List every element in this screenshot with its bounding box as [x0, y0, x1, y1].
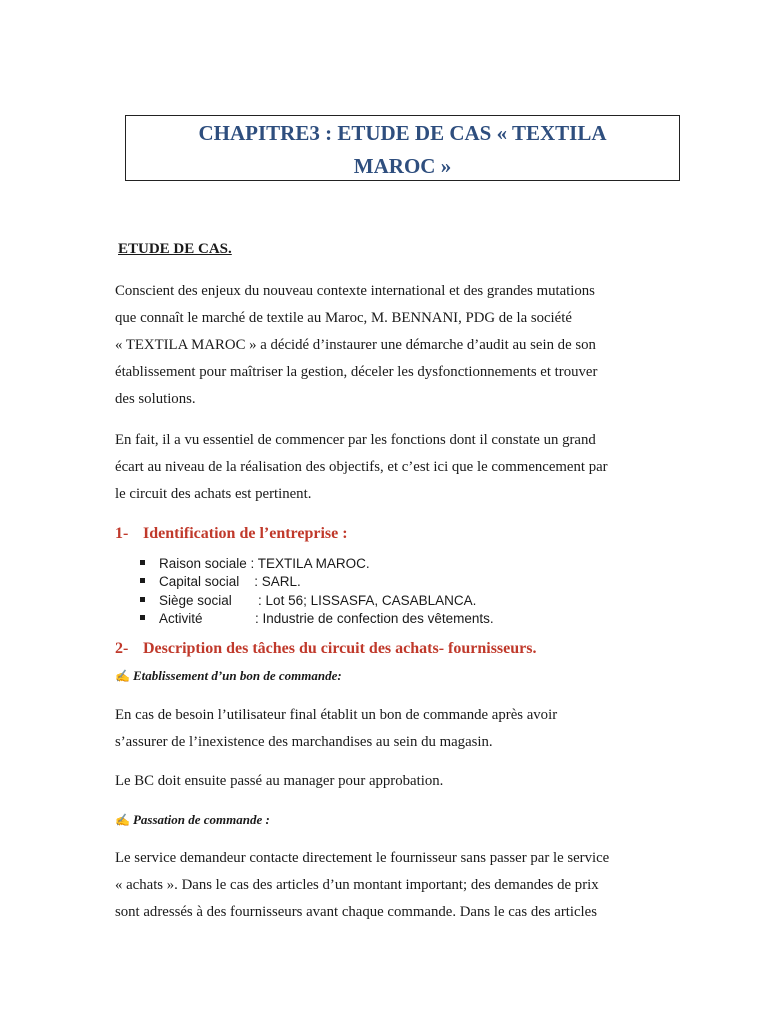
- list-item: Raison sociale : TEXTILA MAROC.: [140, 555, 494, 573]
- bullet-square-icon: [140, 597, 145, 602]
- heading-text: Description des tâches du circuit des achats- fournisseurs.: [143, 640, 537, 657]
- heading-text: Identification de l’entreprise :: [143, 525, 348, 542]
- paragraph-bon-de-commande: [115, 702, 676, 756]
- chapter-title-line-1: CHAPITRE3 : ETUDE DE CAS « TEXTILA: [198, 121, 607, 145]
- heading-identification: [115, 525, 348, 543]
- writing-hand-icon: ✍: [115, 813, 130, 827]
- bullet-square-icon: [140, 578, 145, 583]
- paragraph-line: que connaît le marché de textile au Maroc, M. BENNANI, PDG de la société: [115, 310, 572, 326]
- paragraph-intro: [115, 278, 676, 413]
- paragraph-line: sont adressés à des fournisseurs avant chaque commande. Dans le cas des articles: [115, 904, 597, 920]
- paragraph-line: le circuit des achats est pertinent.: [115, 486, 312, 502]
- subheading-text: Etablissement d’un bon de commande:: [132, 668, 342, 683]
- subheading-bon-de-commande: [115, 668, 342, 684]
- subheading-passation: [115, 812, 270, 828]
- list-item: Activité : Industrie de confection des vêtements.: [140, 610, 494, 628]
- paragraph-approbation: [115, 768, 676, 795]
- section-heading-text: ETUDE DE CAS.: [118, 241, 232, 257]
- list-item: Siège social : Lot 56; LISSASFA, CASABLANCA.: [140, 592, 494, 610]
- bullet-square-icon: [140, 560, 145, 565]
- paragraph-line: « TEXTILA MAROC » a décidé d’instaurer une démarche d’audit au sein de son: [115, 337, 596, 353]
- company-info-list: [140, 555, 494, 629]
- writing-hand-icon: ✍: [115, 669, 130, 683]
- chapter-title-box: [125, 115, 680, 181]
- paragraph-line: Conscient des enjeux du nouveau contexte international et des grandes mutations: [115, 283, 595, 299]
- heading-description: [115, 640, 536, 658]
- heading-number: 2-: [115, 640, 129, 657]
- paragraph-context: [115, 427, 676, 508]
- list-item: Capital social : SARL.: [140, 573, 494, 591]
- paragraph-passation: [115, 845, 676, 926]
- bullet-square-icon: [140, 615, 145, 620]
- paragraph-line: établissement pour maîtriser la gestion, déceler les dysfonctionnements et trouver: [115, 364, 598, 380]
- paragraph-line: En fait, il a vu essentiel de commencer par les fonctions dont il constate un grand: [115, 432, 596, 448]
- paragraph-line: « achats ». Dans le cas des articles d’un montant important; des demandes de prix: [115, 877, 599, 893]
- paragraph-line: Le BC doit ensuite passé au manager pour approbation.: [115, 773, 444, 789]
- section-heading: [115, 241, 232, 258]
- paragraph-line: des solutions.: [115, 391, 196, 407]
- paragraph-line: En cas de besoin l’utilisateur final établit un bon de commande après avoir: [115, 707, 558, 723]
- subheading-text: Passation de commande :: [132, 812, 270, 827]
- paragraph-line: écart au niveau de la réalisation des objectifs, et c’est ici que le commencement par: [115, 459, 608, 475]
- paragraph-line: s’assurer de l’inexistence des marchandises au sein du magasin.: [115, 734, 493, 750]
- chapter-title-line-2: MAROC »: [353, 154, 452, 178]
- heading-number: 1-: [115, 525, 129, 542]
- paragraph-line: Le service demandeur contacte directement le fournisseur sans passer par le service: [115, 850, 610, 866]
